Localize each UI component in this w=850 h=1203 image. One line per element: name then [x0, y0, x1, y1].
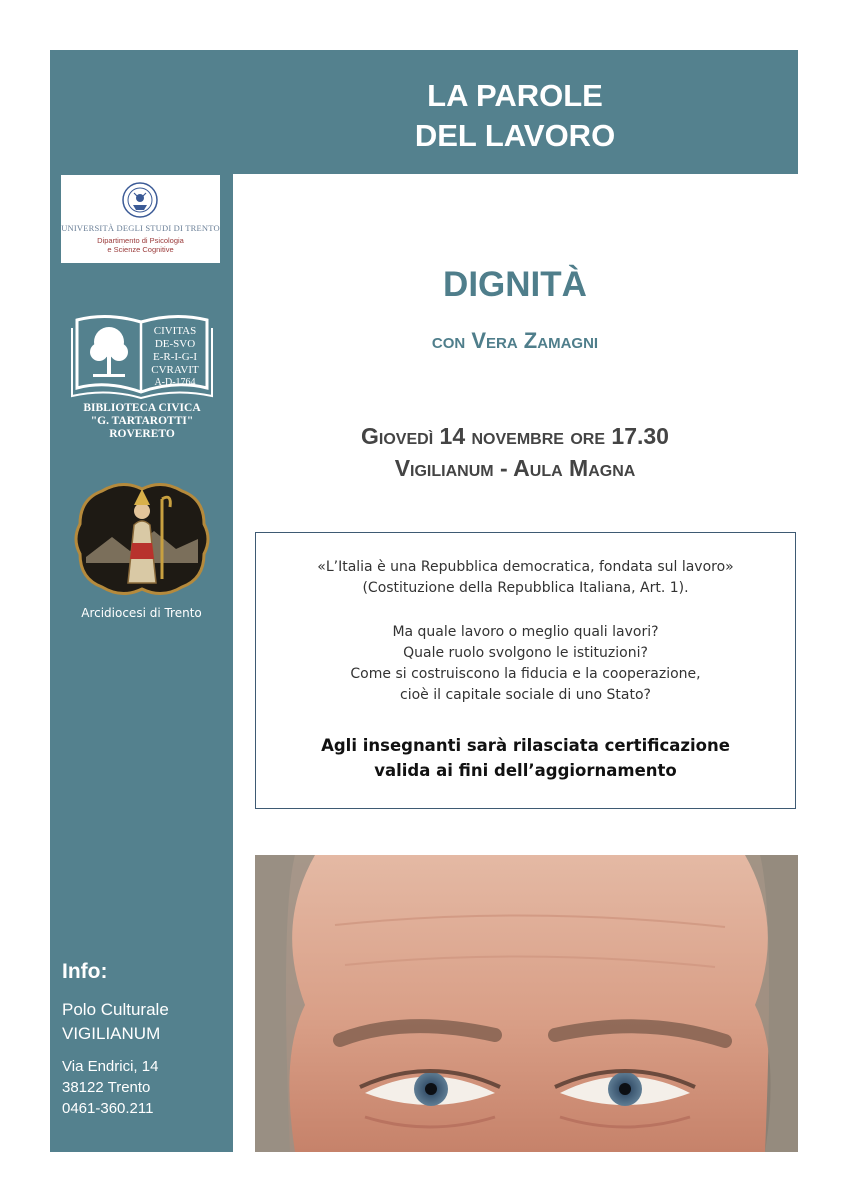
biblioteca-logo [67, 312, 217, 442]
department-line2: e Scienze Cognitive [107, 245, 174, 254]
info-street: Via Endrici, 14 [62, 1058, 159, 1075]
university-seal-icon [121, 181, 159, 219]
open-book-icon [71, 312, 213, 400]
biblioteca-name [67, 402, 217, 441]
series-title-line1: LA PAROLE [427, 78, 603, 113]
quote-text: «L’Italia è una Repubblica democratica, fondata sul lavoro» [317, 559, 734, 575]
certification-line1: Agli insegnanti sarà rilasciata certificazione [321, 736, 730, 755]
info-phone: 0461-360.211 [62, 1100, 154, 1117]
question-2: Quale ruolo svolgono le istituzioni? [403, 645, 648, 661]
university-name: UNIVERSITÀ DEGLI STUDI DI TRENTO [61, 223, 220, 233]
event-title: DIGNITÀ [443, 265, 587, 304]
event-venue: Vigilianum - Aula Magna [394, 455, 636, 481]
header-banner [50, 50, 798, 174]
book-text-line3: E-R-I-G-I [153, 351, 197, 363]
info-title: Info: [62, 960, 108, 983]
certification-note [256, 733, 795, 783]
unitn-logo [61, 175, 220, 263]
book-text-line4: CVRAVIT [151, 364, 199, 376]
event-datetime [232, 420, 798, 484]
question-3: Come si costruiscono la fiducia e la cooperazione, [350, 666, 701, 682]
certification-line2: valida ai fini dell’aggiornamento [374, 761, 677, 780]
constitution-quote [256, 557, 795, 599]
series-title-line2: DEL LAVORO [414, 118, 616, 153]
info-org-line2: VIGILIANUM [62, 1024, 161, 1043]
speaker-photo [255, 855, 798, 1152]
biblioteca-line1: BIBLIOTECA CIVICA [83, 402, 201, 414]
questions-block [256, 622, 795, 706]
info-organization [62, 998, 169, 1046]
quote-box [255, 532, 796, 809]
event-speaker: con Vera Zamagni [431, 328, 599, 353]
info-block [62, 960, 169, 1119]
book-text-line5: A-D-1764 [154, 377, 196, 388]
biblioteca-line2: "G. TARTAROTTI" [90, 415, 194, 427]
question-4: cioè il capitale sociale di uno Stato? [400, 687, 651, 703]
quote-source: (Costituzione della Repubblica Italiana, Art. 1). [362, 580, 689, 596]
question-1: Ma quale lavoro o meglio quali lavori? [392, 624, 659, 640]
series-title [232, 76, 798, 156]
biblioteca-line3: ROVERETO [109, 428, 175, 440]
department-name [61, 236, 220, 254]
arcidiocesi-label: Arcidiocesi di Trento [81, 606, 202, 620]
info-address [62, 1056, 169, 1119]
book-text-line2: DE-SVO [154, 338, 196, 350]
department-line1: Dipartimento di Psicologia [97, 236, 184, 245]
arcidiocesi-emblem-icon [72, 479, 212, 599]
info-org-line1: Polo Culturale [62, 1000, 169, 1019]
sidebar [50, 174, 233, 1152]
info-city: 38122 Trento [62, 1079, 151, 1096]
event-date: Giovedì 14 novembre ore 17.30 [361, 423, 669, 449]
book-text-line1: CIVITAS [153, 325, 197, 337]
